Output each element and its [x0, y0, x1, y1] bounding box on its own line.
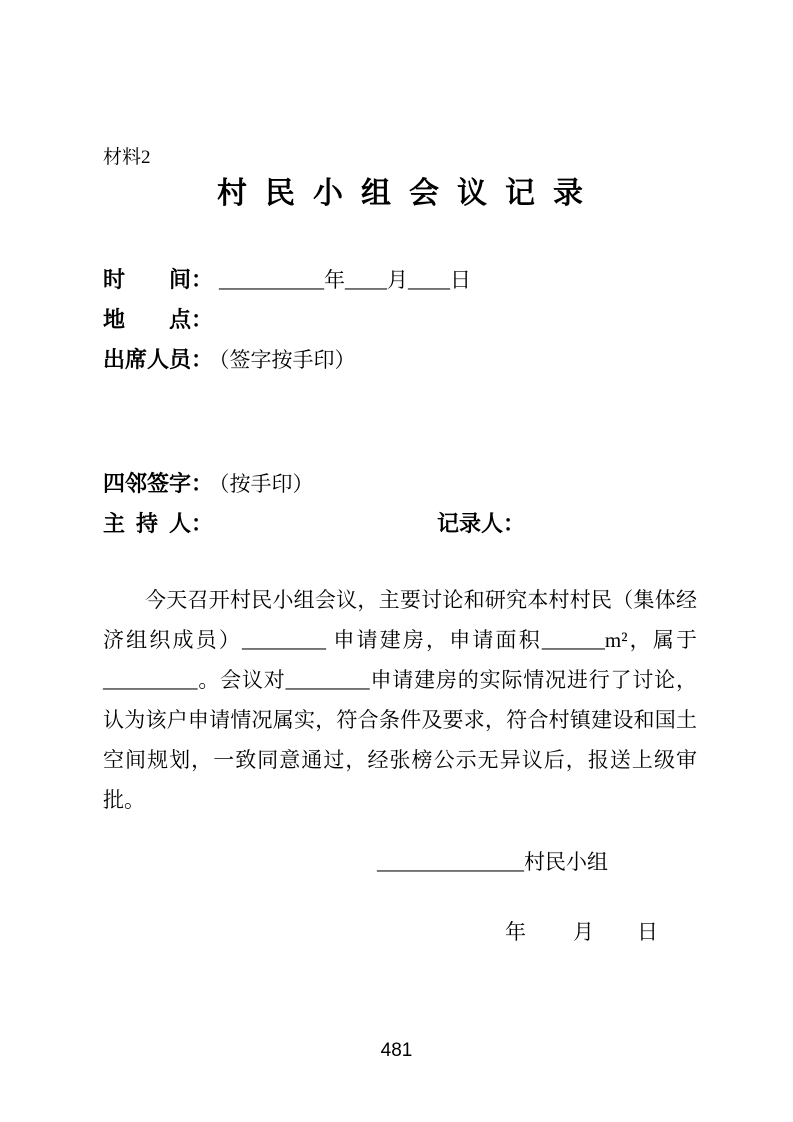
host-colon: ：: [191, 511, 214, 536]
attendees-colon: ：: [191, 347, 214, 372]
form-fields: [103, 260, 697, 544]
date-month-label: 月: [573, 920, 594, 944]
attendees-note: （签字按手印）: [219, 348, 356, 372]
time-colon: ：: [191, 267, 214, 292]
field-neighbors: [103, 464, 697, 504]
page-title: 村民小组会议记录: [217, 177, 601, 210]
page-number: 481: [380, 1040, 413, 1061]
neighbors-colon: ：: [191, 471, 214, 496]
location-label: 地点: [103, 307, 191, 332]
material-label: 材料2: [103, 147, 151, 168]
date-day-label: 日: [637, 920, 658, 944]
field-location: [103, 300, 697, 340]
recorder-colon: ：: [503, 511, 526, 536]
neighbors-label: 四邻签字: [103, 471, 192, 496]
signature-line: ______________村民小组: [377, 850, 608, 874]
time-label: 时间: [103, 267, 191, 292]
date-year-label: 年: [505, 920, 526, 944]
host-label: 主持人: [103, 511, 191, 536]
attendees-label: 出席人员: [103, 347, 192, 372]
field-recorder: [437, 504, 531, 544]
signature-date-line: [103, 918, 697, 946]
meeting-resolution-paragraph: 今天召开村民小组会议，主要讨论和研究本村村民（集体经济组织成员）________ 申请建房，申请面积______m²，属于_________。会议对________申请建房的实际情况进行了讨论，认为该户申请情况属实，符合条件及要求，符合村镇建设和国土空间规划，一致同意通过，经张榜公示无异议后，报送上级审批。: [103, 588, 697, 812]
neighbors-note: （按手印）: [219, 472, 314, 496]
time-blank-value: __________年____月____日: [219, 268, 472, 292]
field-host-recorder: [103, 504, 697, 544]
field-attendees: [103, 340, 697, 380]
location-colon: ：: [191, 307, 214, 332]
field-time: [103, 260, 697, 300]
recorder-label: 记录人: [437, 511, 504, 536]
